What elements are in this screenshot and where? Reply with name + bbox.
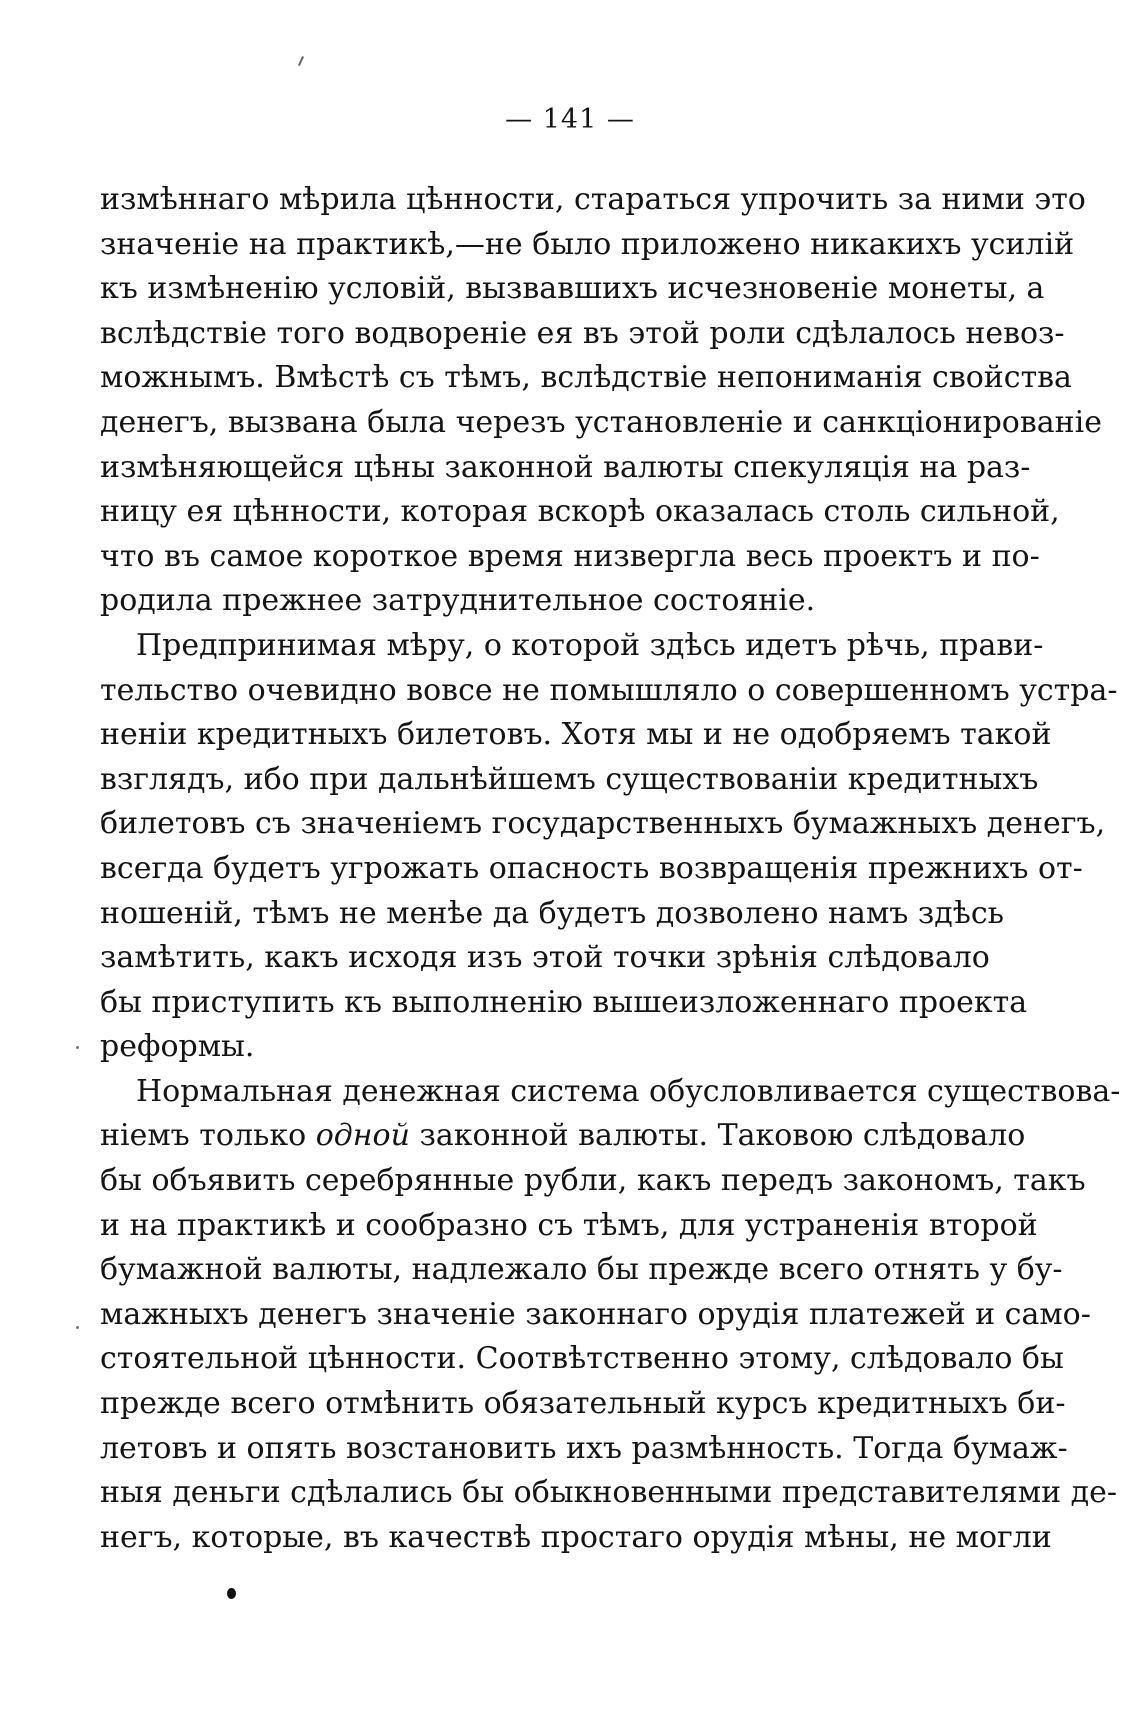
text-line: къ измѣненiю условiй, вызвавшихъ исчезновенiе монеты, а bbox=[100, 271, 1045, 307]
text-line: бы объявить серебрянные рубли, какъ передъ закономъ, такъ bbox=[100, 1163, 1086, 1199]
text-segment: нiемъ только bbox=[100, 1118, 316, 1154]
text-line: и на практикѣ и сообразно съ тѣмъ, для устраненiя второй bbox=[100, 1207, 1038, 1243]
paragraph-3 bbox=[100, 1070, 1121, 1561]
page-body bbox=[100, 178, 1121, 1560]
text-line: родила прежнее затруднительное состоянiе. bbox=[100, 583, 816, 619]
text-line: бумажной валюты, надлежало бы прежде всего отнять у бу- bbox=[100, 1252, 1063, 1288]
text-line: ношенiй, тѣмъ не менѣе да будетъ дозволено намъ здѣсь bbox=[100, 895, 1004, 931]
text-line: замѣтить, какъ исходя изъ этой точки зрѣнiя слѣдовало bbox=[100, 940, 990, 976]
text-line: что въ самое короткое время низвергла весь проектъ и по- bbox=[100, 538, 1040, 574]
margin-speck bbox=[76, 1046, 79, 1049]
margin-speck bbox=[76, 1326, 79, 1329]
text-line: значенiе на практикѣ,—не было приложено никакихъ усилiй bbox=[100, 226, 1075, 262]
text-line: Нормальная денежная система обусловливается существова- bbox=[136, 1073, 1121, 1109]
text-line: тельство очевидно вовсе не помышляло о совершенномъ устра- bbox=[100, 672, 1118, 708]
text-line: реформы. bbox=[100, 1029, 255, 1065]
text-line: вслѣдствiе того водворенiе ея въ этой роли сдѣлалось невоз- bbox=[100, 315, 1065, 351]
text-line: ницу ея цѣнности, которая вскорѣ оказалась столь сильной, bbox=[100, 494, 1060, 530]
text-segment: законной валюты. Таковою слѣдовало bbox=[409, 1118, 1026, 1154]
text-line: мажныхъ денегъ значенiе законнаго орудiя платежей и само- bbox=[100, 1296, 1091, 1332]
text-line: всегда будетъ угрожать опасность возвращенiя прежнихъ от- bbox=[100, 850, 1083, 886]
page-number-header: — 141 — bbox=[505, 104, 635, 135]
text-line: измѣняющейся цѣны законной валюты спекуляцiя на раз- bbox=[100, 449, 1031, 485]
emphasized-word: одной bbox=[315, 1118, 410, 1154]
text-line: билетовъ съ значенiемъ государственныхъ бумажныхъ денегъ, bbox=[100, 806, 1106, 842]
pencil-mark bbox=[298, 56, 304, 66]
ink-blot bbox=[227, 1588, 236, 1599]
text-line: измѣннаго мѣрила цѣнности, стараться упрочить за ними это bbox=[100, 182, 1086, 217]
text-line: денегъ, вызвана была черезъ установленiе и санкцiонированiе bbox=[100, 404, 1102, 440]
text-line: взглядъ, ибо при дальнѣйшемъ существованiи кредитныхъ bbox=[100, 761, 1039, 797]
text-line: ныя деньги сдѣлались бы обыкновенными представителями де- bbox=[100, 1475, 1117, 1511]
paragraph-2 bbox=[100, 624, 1118, 1070]
text-line: Предпринимая мѣру, о которой здѣсь идетъ рѣчь, прави- bbox=[136, 627, 1044, 663]
paragraph-1 bbox=[100, 178, 1102, 624]
text-line: стоятельной цѣнности. Соотвѣтственно этому, слѣдовало бы bbox=[100, 1341, 1064, 1377]
text-line: ненiи кредитныхъ билетовъ. Хотя мы и не одобряемъ такой bbox=[100, 717, 1052, 753]
text-line: летовъ и опять возстановить ихъ размѣнность. Тогда бумаж- bbox=[100, 1430, 1068, 1466]
text-line: можнымъ. Вмѣстѣ съ тѣмъ, вслѣдствiе непониманiя свойства bbox=[100, 360, 1072, 396]
text-line: негъ, которые, въ качествѣ простаго орудiя мѣны, не могли bbox=[100, 1519, 1052, 1555]
text-line: прежде всего отмѣнить обязательный курсъ кредитныхъ би- bbox=[100, 1386, 1066, 1422]
text-line: бы приступить къ выполненiю вышеизложеннаго проекта bbox=[100, 984, 1028, 1020]
text-line-with-emphasis bbox=[100, 1114, 1026, 1159]
